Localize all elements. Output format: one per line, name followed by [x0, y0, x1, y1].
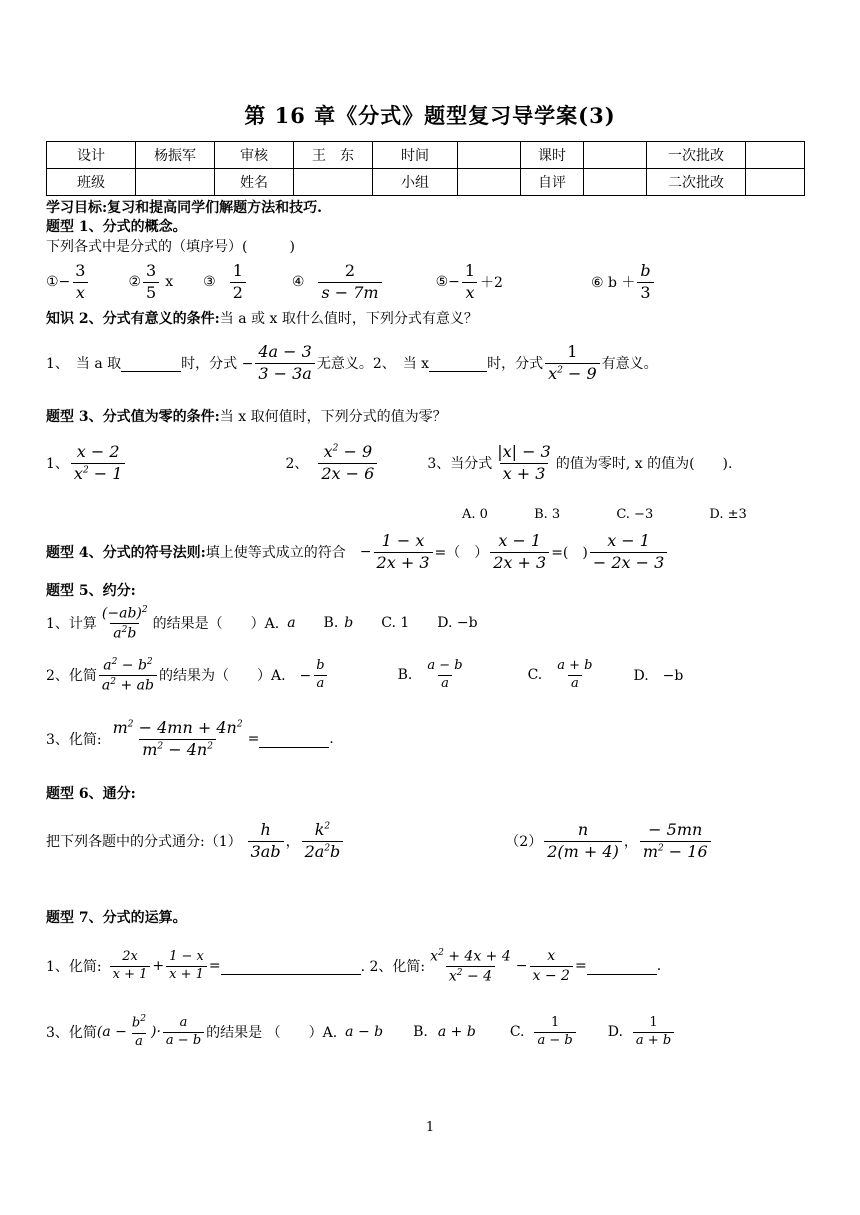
info-cell: 小组 — [373, 169, 458, 196]
info-cell: 一次批改 — [647, 142, 746, 169]
section-4-question: 填上使等式成立的符合 — [205, 545, 346, 561]
fraction: $\frac{m^2 - 4mn + 4n^2}{m^2 - 4n^2}$ — [112, 718, 243, 759]
section-1-options — [46, 258, 656, 306]
q7-3-text-b: 的结果是 （ ）A. — [206, 1025, 338, 1041]
option-b[interactable]: B. 3 — [534, 507, 561, 522]
section-4-heading: 题型 4、分式的符号法则: — [46, 545, 206, 561]
section-1-heading: 题型 1、分式的概念。 — [46, 219, 187, 235]
fraction: $\frac{- 5mn}{m^2 - 16}$ — [640, 821, 711, 861]
fraction: $\frac{b}{3}$ — [637, 262, 653, 302]
info-cell[interactable] — [294, 169, 373, 196]
fraction: $\frac{n}{2(m + 4)}$ — [544, 821, 622, 861]
answer-blank[interactable] — [121, 355, 181, 372]
section-4-line: 题型 4、分式的符号法则: 填上使等式成立的符合 − $\frac{1 - x}{2x + 3}$ =（ ） $\frac{x - 1}{2x + 3}$ =( ) $\frac{x - 1}{- 2x - 3}$ — [46, 527, 669, 577]
answer-blank[interactable] — [587, 958, 657, 975]
period: . — [329, 731, 334, 747]
fraction: $\frac{2}{s - 7m}$ — [318, 262, 381, 302]
section-2-heading-line — [46, 308, 478, 328]
q2-1-text-c: 无意义。2、 当 x — [316, 356, 430, 372]
fraction: $\frac{1}{x}$ — [462, 262, 478, 302]
section-5-heading: 题型 5、约分: — [46, 583, 136, 599]
q7-1-text: 1、化简: — [46, 959, 102, 975]
option-d: D. −b — [633, 668, 684, 684]
option-c-label: C. — [509, 1024, 525, 1040]
sign-blank-2[interactable]: =( ) — [551, 545, 588, 561]
info-row-1 — [47, 142, 805, 169]
section-2-question: 当 a 或 x 取什么值时，下列分式有意义？ — [219, 311, 478, 327]
section-3-heading-line — [46, 406, 447, 426]
fraction: $\frac{1 - x}{2x + 3}$ — [374, 532, 433, 572]
fraction: $\frac{1}{x^2 - 9}$ — [545, 343, 600, 383]
q5-3-line — [46, 714, 334, 764]
info-cell: 杨振军 — [136, 142, 215, 169]
option-b-label: B. — [397, 667, 413, 683]
q3-3-text-b: 的值为零时, x 的值为( ). — [555, 456, 733, 472]
fraction: $\frac{x - 2}{x^2 - 1}$ — [71, 443, 126, 483]
info-cell: 审核 — [215, 142, 294, 169]
q2-1-text: 1、 当 a 取 — [46, 356, 122, 372]
fraction: $\frac{h}{3ab}$ — [248, 821, 284, 861]
option-b: b — [344, 615, 354, 631]
option-d-label: D. — [607, 1024, 623, 1040]
q3-2-label: 2、 — [285, 456, 309, 472]
q5-2-text: 2、化简 — [46, 668, 97, 684]
fraction: $\frac{x - 1}{- 2x - 3}$ — [590, 532, 667, 572]
info-cell[interactable] — [458, 142, 521, 169]
q7-3-text: 3、化简 — [46, 1025, 97, 1041]
info-cell: 班级 — [47, 169, 136, 196]
page-number: 1 — [425, 1120, 435, 1135]
separator: ， — [623, 834, 638, 850]
info-cell[interactable] — [746, 142, 805, 169]
section-3-question: 当 x 取何值时，下列分式的值为零？ — [219, 409, 447, 425]
section-3-line — [46, 438, 732, 488]
section-6-part-2: （2） — [505, 834, 543, 850]
option-5-label: ⑤− — [435, 274, 460, 290]
learning-goal: 学习目标:复习和提高同学们解题方法和技巧. — [46, 200, 323, 216]
fraction: $\frac{x^2 - 9}{2x - 6}$ — [318, 443, 377, 483]
q3-1-label: 1、 — [46, 456, 69, 472]
q2-1-text-b: 时，分式 − — [181, 356, 254, 372]
info-cell: 自评 — [521, 169, 584, 196]
fraction: $\frac{x^2 + 4x + 4}{x^2 - 4}$ — [430, 947, 511, 985]
option-c: C. 1 — [381, 615, 410, 631]
option-6-label: ⑥ b ＋ — [590, 275, 636, 291]
info-table — [46, 141, 805, 196]
fraction: $\frac{4a - 3}{3 - 3a}$ — [255, 343, 314, 383]
fraction: $\frac{1 - x}{x + 1}$ — [166, 950, 207, 983]
option-2-var: x — [165, 274, 174, 290]
info-cell[interactable] — [746, 169, 805, 196]
option-a[interactable]: A. 0 — [462, 507, 488, 522]
fraction: $\frac{1}{a + b}$ — [633, 1016, 674, 1049]
equals: = — [574, 958, 587, 974]
answer-blank[interactable] — [429, 355, 487, 372]
option-4-label: ④ — [291, 274, 305, 290]
option-b-label: B. — [413, 1024, 428, 1040]
q3-3-options — [462, 507, 747, 522]
answer-blank[interactable] — [259, 731, 329, 748]
equals: = — [247, 731, 260, 747]
fraction: $\frac{k^2}{2a^2b}$ — [302, 821, 344, 861]
fraction: $\frac{b}{a}$ — [313, 659, 327, 692]
info-cell: 二次批改 — [647, 169, 746, 196]
fraction: $\frac{a - b}{a}$ — [427, 657, 463, 691]
fraction: $\frac{3}{x}$ — [72, 262, 88, 302]
q5-1-text-b: 的结果是（ ）A. — [152, 616, 280, 632]
option-b-label: B. — [323, 615, 339, 631]
q7-3-line: 3、化简 (a − $\frac{b^2}{a}$ )· $\frac{a}{a - b}$ 的结果是 （ ）A. a − b B. a + b C. $\frac{1}{a - b}$ D. $\frac{1}{a + b}$ — [46, 1006, 676, 1058]
option-c[interactable]: C. −3 — [616, 507, 654, 522]
page-title: 第 16 章《分式》题型复习导学案(3) — [244, 103, 616, 128]
section-6-line — [46, 816, 713, 866]
info-cell[interactable] — [584, 169, 647, 196]
info-cell: 设计 — [47, 142, 136, 169]
option-5-rest: ＋2 — [480, 275, 503, 291]
info-cell[interactable] — [584, 142, 647, 169]
fraction: $\frac{|x| - 3}{x + 3}$ — [497, 442, 551, 483]
option-2-label: ② — [128, 274, 142, 290]
fraction: $\frac{x - 1}{2x + 3}$ — [490, 532, 549, 572]
section-2-heading: 知识 2、分式有意义的条件: — [46, 311, 220, 327]
q5-3-text: 3、化简: — [46, 732, 102, 748]
section-3-heading: 题型 3、分式值为零的条件: — [46, 409, 220, 425]
fraction: $\frac{a^2 - b^2}{a^2 + ab}$ — [99, 657, 157, 694]
info-cell[interactable] — [136, 169, 215, 196]
option-d: D. −b — [437, 615, 478, 631]
option-d[interactable]: D. ±3 — [709, 507, 747, 522]
section-6-question: 把下列各题中的分式通分:（1） — [46, 834, 242, 850]
q5-2-line — [46, 652, 683, 698]
section-7-heading: 题型 7、分式的运算。 — [46, 910, 187, 926]
info-cell: 姓名 — [215, 169, 294, 196]
section-2-line — [46, 338, 658, 388]
option-1-label: ①− — [46, 274, 71, 290]
fraction: $\frac{x}{x - 2}$ — [530, 948, 573, 983]
period: . — [656, 958, 662, 974]
q2-2-text-b: 有意义。 — [601, 356, 658, 372]
fraction: $\frac{3}{5}$ — [143, 262, 159, 302]
fraction: $\frac{2x}{x + 1}$ — [110, 950, 151, 983]
q5-1-text: 1、计算 — [46, 616, 97, 632]
info-cell: 课时 — [521, 142, 584, 169]
info-cell: 时间 — [373, 142, 458, 169]
fraction: $\frac{a + b}{a}$ — [557, 657, 593, 691]
option-a: a — [287, 615, 296, 631]
info-row-2 — [47, 169, 805, 196]
fraction: $\frac{b^2}{a}$ — [131, 1014, 146, 1049]
option-b: a + b — [437, 1024, 476, 1040]
section-6-heading: 题型 6、通分: — [46, 786, 136, 802]
q5-1-line — [46, 600, 478, 646]
q7-1-line: 1、化简: $\frac{2x}{x + 1}$ + $\frac{1 - x}{x + 1}$ = . 2、化简: $\frac{x^2 + 4x + 4}{x^2 - 4}$ − $\frac{x}{x - 2}$ = . — [46, 947, 662, 985]
fraction: $\frac{(-ab)^2}{a^2b}$ — [101, 604, 148, 642]
q3-3-text: 3、当分式 — [427, 456, 493, 472]
separator: ， — [285, 834, 300, 850]
option-3-label: ③ — [203, 274, 216, 290]
info-cell: 王 东 — [294, 142, 373, 169]
fraction: $\frac{1}{2}$ — [230, 262, 246, 302]
q7-2-text: . 2、化简: — [360, 959, 426, 975]
option-a: a − b — [345, 1024, 384, 1040]
answer-blank[interactable] — [221, 958, 361, 975]
q2-2-text: 时，分式 — [487, 356, 544, 372]
fraction: $\frac{a}{a - b}$ — [163, 1016, 204, 1049]
section-1-question: 下列各式中是分式的（填序号）( ) — [46, 239, 295, 255]
sign-blank-1[interactable]: =（ ） — [434, 545, 489, 561]
equals: = — [208, 958, 221, 974]
fraction: $\frac{1}{a - b}$ — [534, 1016, 575, 1049]
q5-2-text-b: 的结果为（ ）A. − — [158, 668, 312, 684]
option-c-label: C. — [527, 667, 543, 683]
info-cell[interactable] — [458, 169, 521, 196]
